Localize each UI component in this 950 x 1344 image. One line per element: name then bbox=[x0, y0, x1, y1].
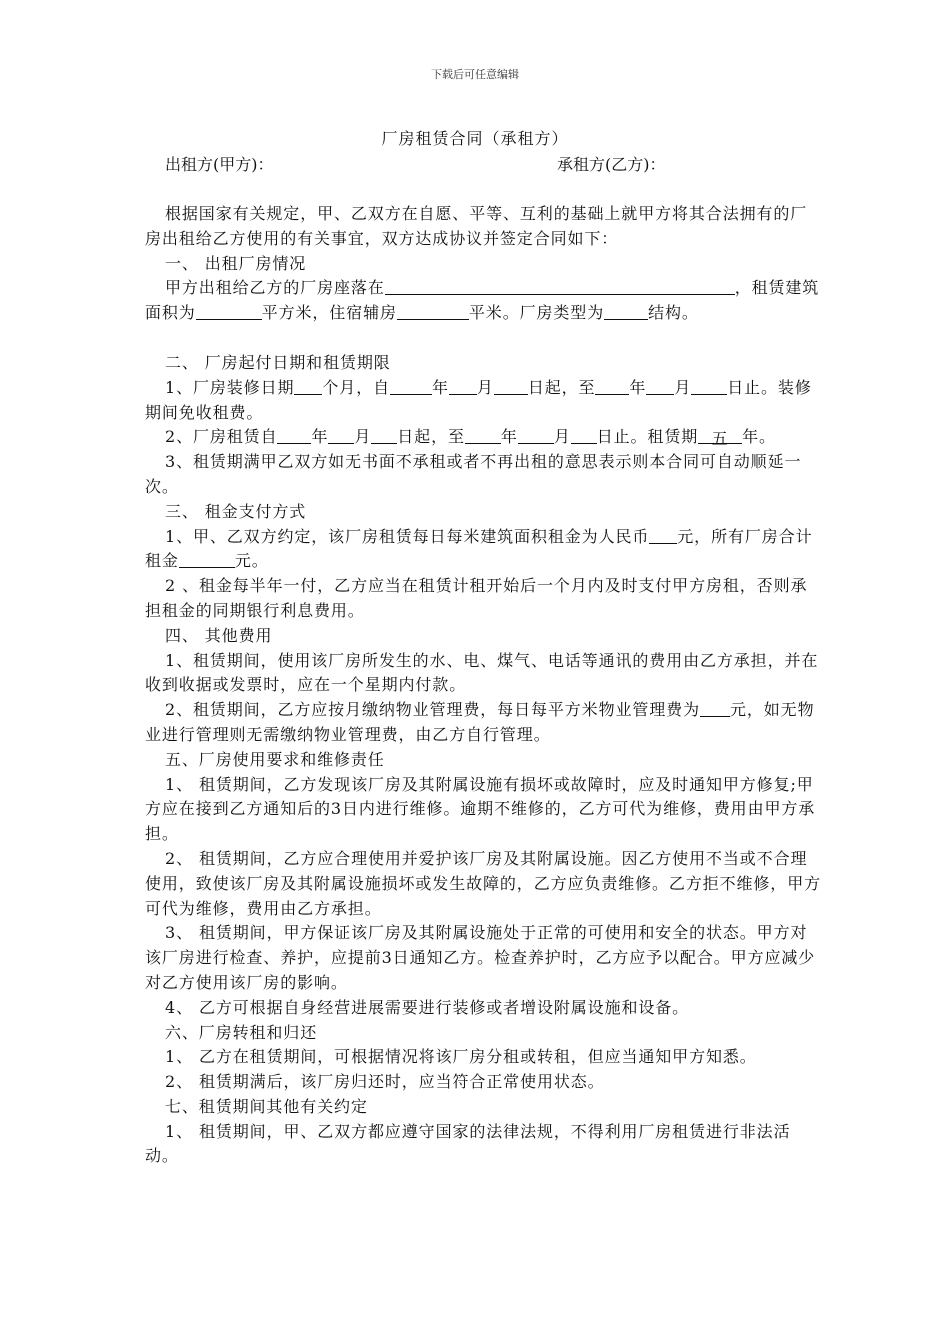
lessee-label: 承租方(乙方)： bbox=[557, 155, 666, 174]
blank-day bbox=[571, 427, 597, 444]
blank-dorm-area bbox=[397, 303, 469, 320]
blank-total-rent bbox=[179, 551, 235, 568]
text-segment: 结构。 bbox=[648, 303, 699, 323]
section-6-heading: 六、厂房转租和归还 bbox=[165, 1022, 318, 1042]
section-4-item-1: 1、租赁期间，使用该厂房所发生的水、电、煤气、电话等通讯的费用由乙方承担，并在收到收据或发票时，应在一个星期内付款。 bbox=[145, 650, 819, 695]
section-2-item-3: 3、租赁期满甲乙双方如无书面不承租或者不再出租的意思表示则本合同可自动顺延一次。 bbox=[145, 452, 802, 496]
section-2-item-1 bbox=[145, 376, 821, 426]
text-segment: 元，如无物业进行管理则无需缴纳物业管理费，由乙方自行管理。 bbox=[145, 700, 815, 744]
text-segment: 年 bbox=[629, 377, 647, 397]
section-4-heading: 四、 其他费用 bbox=[165, 625, 273, 645]
section-5-item-4: 4、 乙方可根据自身经营进展需要进行装修或者增设附属设施和设备。 bbox=[165, 997, 690, 1017]
blank-month bbox=[449, 378, 477, 395]
blank-area bbox=[196, 303, 262, 320]
text-segment: 月 bbox=[354, 427, 372, 447]
blank-day bbox=[691, 378, 727, 395]
section-5-item-1: 1、 租赁期间，乙方发现该厂房及其附属设施有损坏或故障时，应及时通知甲方修复;甲方应在接到乙方通知后的3日内进行维修。逾期不维修的，乙方可代为维修，费用由甲方承担。 bbox=[145, 774, 816, 844]
section-6-item-1: 1、 乙方在租赁期间，可根据情况将该厂房分租或转租，但应当通知甲方知悉。 bbox=[165, 1047, 757, 1067]
lease-term-value: 五 bbox=[698, 427, 742, 444]
section-5-item-2: 2、 租赁期间，乙方应合理使用并爱护该厂房及其附属设施。因乙方使用不当或不合理使用，致使该厂房及其附属设施损坏或发生故障的，乙方应负责维修。乙方拒不维修，甲方可代为维修，费用由乙方承担。 bbox=[145, 848, 822, 918]
section-1-heading: 一、 出租厂房情况 bbox=[165, 253, 307, 273]
section-6-item-2: 2、 租赁期满后，该厂房归还时，应当符合正常使用状态。 bbox=[165, 1072, 605, 1092]
blank-day bbox=[371, 427, 397, 444]
spacer bbox=[145, 326, 821, 351]
text-segment: 2、租赁期间，乙方应按月缴纳物业管理费，每日每平方米物业管理费为 bbox=[165, 700, 700, 720]
blank-year bbox=[277, 427, 311, 444]
blank-structure bbox=[604, 303, 648, 320]
header-note: 下载后可任意编辑 bbox=[431, 68, 519, 81]
blank-year bbox=[595, 378, 629, 395]
text-segment: 月 bbox=[476, 377, 494, 397]
blank-year bbox=[465, 427, 501, 444]
text-segment: 月 bbox=[553, 427, 571, 447]
intro-paragraph: 根据国家有关规定，甲、乙双方在自愿、平等、互利的基础上就甲方将其合法拥有的厂房出租给乙方使用的有关事宜，双方达成协议并签定合同如下： bbox=[145, 204, 808, 248]
section-7-heading: 七、租赁期间其他有关约定 bbox=[165, 1096, 368, 1116]
contract-title: 厂房租赁合同（承租方） bbox=[381, 129, 569, 148]
section-3-item-1 bbox=[145, 525, 821, 575]
contract-body bbox=[145, 202, 821, 1169]
blank-day bbox=[494, 378, 528, 395]
text-segment: 日起，至 bbox=[397, 427, 465, 447]
party-line bbox=[165, 152, 865, 175]
blank-location bbox=[385, 278, 735, 295]
blank-month bbox=[328, 427, 354, 444]
section-4-item-2 bbox=[145, 698, 821, 748]
text-segment: 平米。厂房类型为 bbox=[468, 303, 605, 323]
text-segment: 2、厂房租赁自 bbox=[165, 427, 278, 447]
text-segment: ，租赁建筑面积为 bbox=[145, 278, 820, 323]
section-1-paragraph bbox=[145, 276, 821, 326]
section-2-heading: 二、 厂房起付日期和租赁期限 bbox=[165, 352, 391, 372]
blank-month bbox=[518, 427, 554, 444]
section-7-item-1: 1、 租赁期间，甲、乙双方都应遵守国家的法律法规，不得利用厂房租赁进行非法活动。 bbox=[145, 1121, 791, 1166]
section-5-item-3: 3、 租赁期间，甲方保证该厂房及其附属设施处于正常的可使用和安全的状态。甲方对该厂房进行检查、养护，应提前3日通知乙方。检查养护时，乙方应予以配合。甲方应减少对乙方使用该厂房的影响。 bbox=[145, 923, 816, 992]
text-segment: 1、甲、乙双方约定，该厂房租赁每日每米建筑面积租金为人民币 bbox=[165, 526, 650, 546]
blank-month bbox=[646, 378, 674, 395]
text-segment: 月 bbox=[674, 377, 692, 397]
section-2-item-2 bbox=[145, 425, 821, 450]
text-segment: 日止。装修期间免收租费。 bbox=[145, 377, 812, 422]
text-segment: 平方米，住宿辅房 bbox=[261, 303, 397, 323]
blank-year bbox=[390, 378, 432, 395]
text-segment: 日止。租赁期 bbox=[596, 427, 699, 447]
text-segment: 年 bbox=[432, 377, 449, 397]
blank-property-fee bbox=[700, 700, 730, 717]
section-5-heading: 五、厂房使用要求和维修责任 bbox=[165, 749, 385, 769]
blank-months bbox=[294, 378, 322, 395]
lessor-label: 出租方(甲方)： bbox=[165, 155, 274, 174]
blank-rent-rate bbox=[649, 527, 677, 544]
section-3-heading: 三、 租金支付方式 bbox=[165, 501, 307, 521]
text-segment: 年 bbox=[311, 427, 329, 447]
text-segment: 甲方出租给乙方的厂房座落在 bbox=[165, 278, 385, 298]
text-segment: 日起，至 bbox=[527, 377, 596, 397]
text-segment: 年 bbox=[500, 427, 518, 447]
text-segment: 个月，自 bbox=[322, 377, 390, 397]
text-segment: 元。 bbox=[234, 551, 269, 571]
text-segment: 1、厂房装修日期 bbox=[165, 377, 295, 397]
section-3-item-2: 2 、租金每半年一付，乙方应当在租赁计租开始后一个月内及时支付甲方房租，否则承担租金的同期银行利息费用。 bbox=[145, 576, 808, 620]
text-segment: 元，所有厂房合计租金 bbox=[145, 526, 813, 571]
text-segment: 年。 bbox=[742, 427, 776, 447]
